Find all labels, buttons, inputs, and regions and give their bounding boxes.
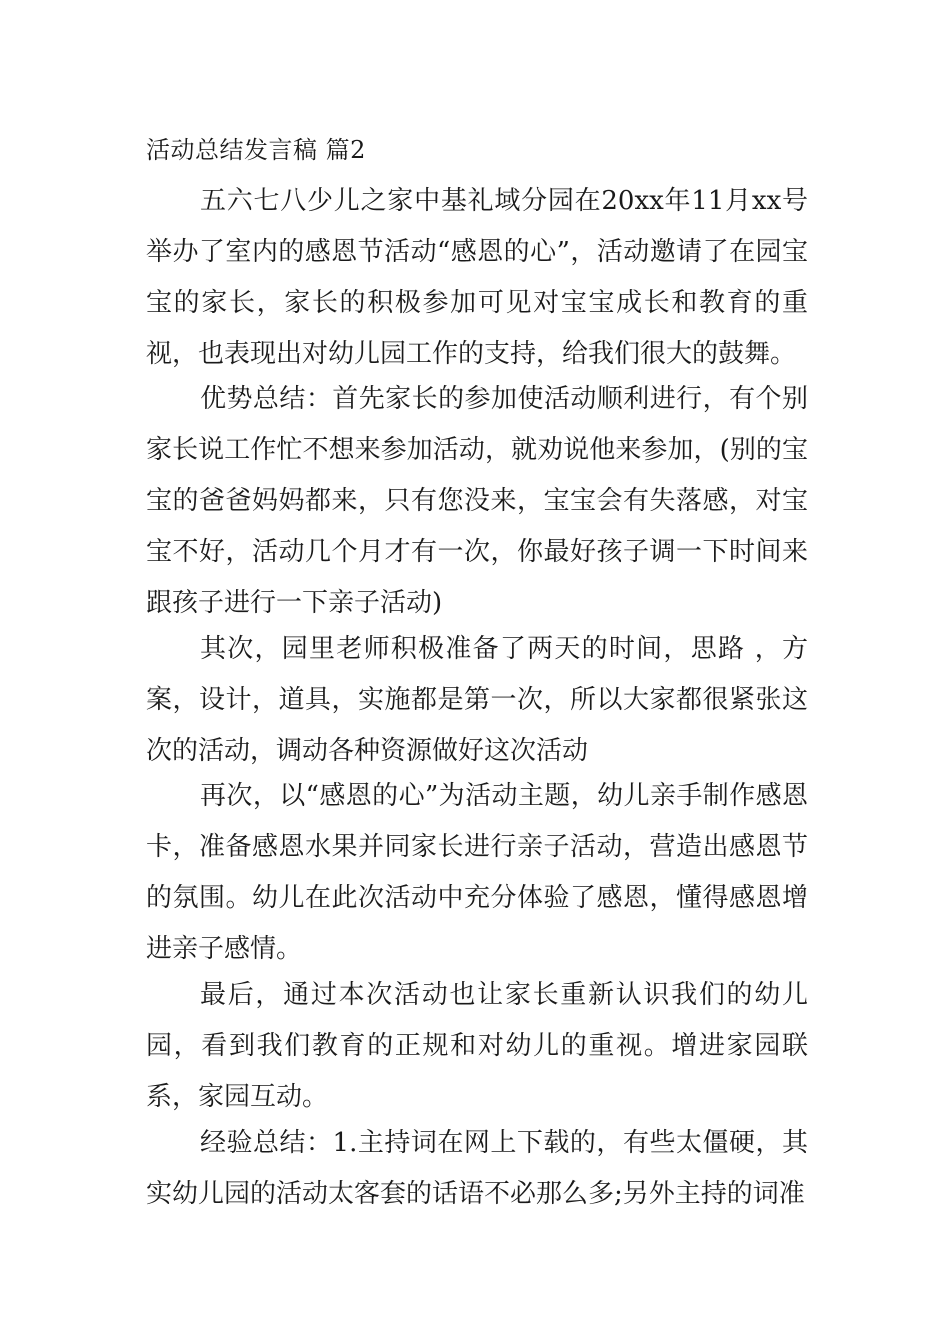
- paragraph-finally: 最后，通过本次活动也让家长重新认识我们的幼儿园，看到我们教育的正规和对幼儿的重视。增进家园联系，家园互动。: [146, 980, 808, 1112]
- paragraph-experience: 经验总结：1.主持词在网上下载的，有些太僵硬，其实幼儿园的活动太客套的话语不必那么多;另外主持的词准: [146, 1128, 808, 1209]
- paragraph-secondly: 其次，园里老师积极准备了两天的时间，思路 ，方案，设计，道具，实施都是第一次，所以大家都很紧张这次的活动，调动各种资源做好这次活动: [146, 634, 808, 766]
- paragraph-intro: 五六七八少儿之家中基礼域分园在20xx年11月xx号举办了室内的感恩节活动“感恩的心”，活动邀请了在园宝宝的家长，家长的积极参加可见对宝宝成长和教育的重视，也表现出对幼儿园工作的支持，给我们很大的鼓舞。: [146, 186, 808, 369]
- document-heading: 活动总结发言稿 篇2: [146, 136, 366, 164]
- paragraph-thirdly: 再次，以“感恩的心”为活动主题，幼儿亲手制作感恩卡，准备感恩水果并同家长进行亲子活动，营造出感恩节的氛围。幼儿在此次活动中充分体验了感恩，懂得感恩增进亲子感情。: [146, 781, 808, 964]
- paragraph-advantages: 优势总结：首先家长的参加使活动顺利进行，有个别家长说工作忙不想来参加活动，就劝说他来参加，(别的宝宝的爸爸妈妈都来，只有您没来，宝宝会有失落感，对宝宝不好，活动几个月才有一次，你最好孩子调一下时间来跟孩子进行一下亲子活动): [146, 384, 808, 618]
